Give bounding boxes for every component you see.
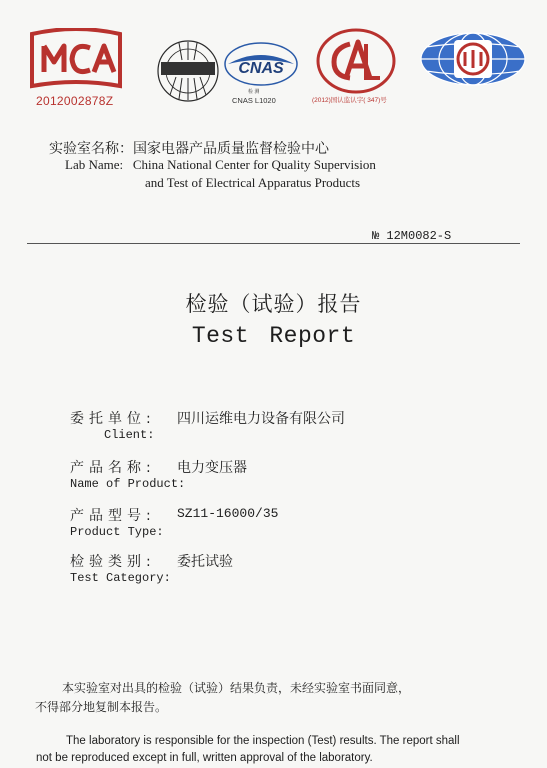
logos-row — [0, 0, 547, 115]
product-name-label-en: Name of Product: — [70, 477, 186, 491]
product-name-label-cn: 产品名称: — [70, 460, 156, 476]
title-en: Test Report — [191, 323, 356, 349]
client-label-en: Client: — [104, 428, 155, 442]
divider-line — [27, 243, 520, 244]
product-type-value: SZ11-16000/35 — [177, 506, 279, 521]
cal-logo — [316, 28, 396, 94]
cnas-small-label: 检 测 — [248, 89, 260, 95]
notice-cn-line1: 本实验室对出具的检验（试验）结果负责，未经实验室书面同意， — [62, 681, 411, 695]
test-category-label-cn: 检验类别: — [70, 554, 156, 570]
notice-cn-line2: 不得部分地复制本报告。 — [35, 700, 168, 714]
product-type-label-cn: 产品型号: — [70, 508, 156, 524]
product-name-value: 电力变压器 — [177, 460, 247, 476]
client-value: 四川运维电力设备有限公司 — [177, 411, 345, 427]
client-label-cn: 委托单位: — [70, 411, 156, 427]
cnas-code: CNAS L1020 — [232, 96, 276, 105]
cal-code: (2012)国认监认字( 347)号 — [312, 97, 387, 104]
notice-en-line1: The laboratory is responsible for the inspection (Test) results. The report shall — [66, 735, 460, 747]
metrology-emblem — [155, 38, 221, 104]
globe-emblem — [418, 30, 528, 88]
product-type-label-en: Product Type: — [70, 525, 164, 539]
title-cn: 检验（试验）报告 — [185, 292, 362, 316]
test-category-label-en: Test Category: — [70, 571, 171, 585]
lab-name-cn: 实验室名称：国家电器产品质量监督检验中心 — [49, 141, 329, 157]
cnas-logo — [222, 40, 300, 90]
report-number: № 12M0082-S — [372, 229, 452, 243]
svg-text:CNAS: CNAS — [238, 60, 284, 77]
notice-en-line2: not be reproduced except in full, written approval of the laboratory. — [36, 752, 373, 764]
lab-name-en-line2: and Test of Electrical Apparatus Products — [145, 175, 361, 190]
cma-code: 2012002878Z — [36, 94, 114, 108]
test-category-value: 委托试验 — [177, 554, 233, 570]
lab-name-en-line1: Lab Name: China National Center for Quality Supervision — [65, 157, 376, 172]
cma-logo — [24, 28, 128, 92]
